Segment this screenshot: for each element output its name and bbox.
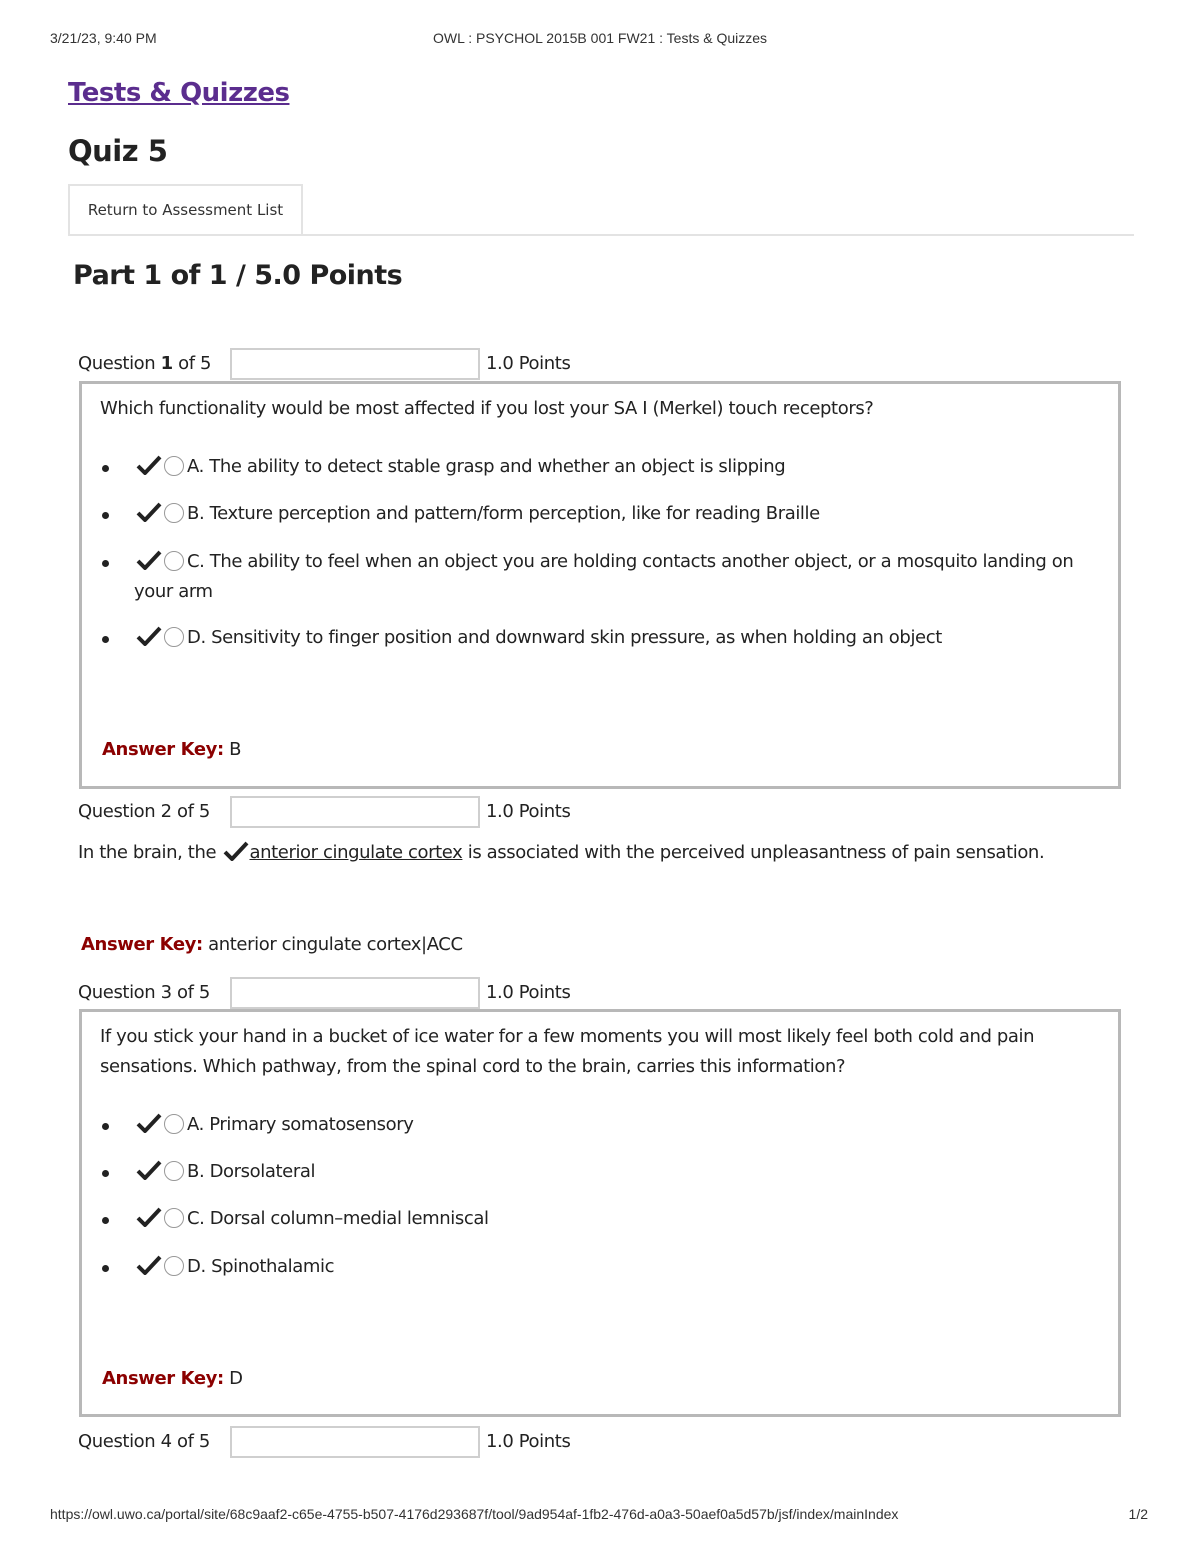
bullet bbox=[102, 465, 109, 472]
choice-item bbox=[102, 1110, 1078, 1140]
choice-text: C. Dorsal column–medial lemniscal bbox=[187, 1208, 489, 1229]
question-header bbox=[78, 1426, 638, 1458]
radio-button-icon[interactable] bbox=[164, 456, 184, 476]
check-icon bbox=[136, 1255, 162, 1275]
radio-button-icon[interactable] bbox=[164, 627, 184, 647]
print-datetime: 3/21/23, 9:40 PM bbox=[50, 30, 157, 46]
question-text: Which functionality would be most affected if you lost your SA I (Merkel) touch receptors? bbox=[100, 398, 874, 419]
check-icon bbox=[136, 626, 162, 646]
question-label: Question 1 of 5 bbox=[78, 353, 212, 374]
choice-item bbox=[102, 1204, 1078, 1234]
radio-button-icon[interactable] bbox=[164, 1161, 184, 1181]
action-tab-bar bbox=[68, 184, 1134, 236]
radio-button-icon[interactable] bbox=[164, 551, 184, 571]
question-label: Question 2 of 5 bbox=[78, 801, 210, 822]
print-page-title: OWL : PSYCHOL 2015B 001 FW21 : Tests & Quizzes bbox=[432, 30, 768, 46]
bullet bbox=[102, 1217, 109, 1224]
radio-button-icon[interactable] bbox=[164, 1114, 184, 1134]
check-icon bbox=[223, 841, 249, 861]
score-input[interactable] bbox=[230, 977, 480, 1009]
score-input[interactable] bbox=[230, 796, 480, 828]
part-title: Part 1 of 1 / 5.0 Points bbox=[73, 260, 403, 291]
question-box bbox=[79, 1009, 1121, 1417]
question-points: 1.0 Points bbox=[486, 1431, 571, 1452]
question-text-before: In the brain, the bbox=[78, 842, 222, 863]
answer-key-label: Answer Key: bbox=[81, 934, 203, 955]
tests-quizzes-link[interactable]: Tests & Quizzes bbox=[68, 78, 290, 108]
bullet bbox=[102, 1123, 109, 1130]
fill-in-blank-text bbox=[78, 838, 1078, 868]
blank-answer: anterior cingulate cortex bbox=[249, 842, 463, 863]
check-icon bbox=[136, 550, 162, 570]
question-points: 1.0 Points bbox=[486, 353, 571, 374]
check-icon bbox=[136, 1160, 162, 1180]
choice-item bbox=[102, 452, 1078, 482]
answer-key-value: anterior cingulate cortex|ACC bbox=[208, 934, 463, 955]
question-points: 1.0 Points bbox=[486, 982, 571, 1003]
check-icon bbox=[136, 1113, 162, 1133]
choice-text: B. Texture perception and pattern/form perception, like for reading Braille bbox=[187, 503, 820, 524]
choice-item bbox=[102, 547, 1078, 607]
question-points: 1.0 Points bbox=[486, 801, 571, 822]
choice-text: C. The ability to feel when an object you are holding contacts another object, or a mosquito landing on your arm bbox=[134, 551, 1074, 602]
score-input[interactable] bbox=[230, 348, 480, 380]
check-icon bbox=[136, 1207, 162, 1227]
bullet bbox=[102, 636, 109, 643]
choice-text: A. The ability to detect stable grasp and whether an object is slipping bbox=[187, 456, 786, 477]
bullet bbox=[102, 1170, 109, 1177]
answer-key-value: B bbox=[229, 739, 242, 760]
bullet bbox=[102, 560, 109, 567]
question-text-after: is associated with the perceived unpleasantness of pain sensation. bbox=[462, 842, 1045, 863]
radio-button-icon[interactable] bbox=[164, 1256, 184, 1276]
choice-text: D. Sensitivity to finger position and downward skin pressure, as when holding an object bbox=[187, 627, 942, 648]
score-input[interactable] bbox=[230, 1426, 480, 1458]
quiz-title: Quiz 5 bbox=[68, 134, 168, 168]
question-label: Question 3 of 5 bbox=[78, 982, 210, 1003]
answer-key-label: Answer Key: bbox=[102, 1368, 224, 1389]
choice-text: D. Spinothalamic bbox=[187, 1256, 335, 1277]
question-header bbox=[78, 348, 638, 380]
answer-key-value: D bbox=[229, 1368, 243, 1389]
answer-key bbox=[81, 934, 463, 955]
choice-item bbox=[102, 623, 1078, 653]
choice-text: B. Dorsolateral bbox=[187, 1161, 316, 1182]
question-header bbox=[78, 796, 638, 828]
bullet bbox=[102, 512, 109, 519]
check-icon bbox=[136, 502, 162, 522]
question-header bbox=[78, 977, 638, 1009]
answer-key-label: Answer Key: bbox=[102, 739, 224, 760]
answer-key bbox=[102, 1368, 243, 1389]
radio-button-icon[interactable] bbox=[164, 1208, 184, 1228]
bullet bbox=[102, 1265, 109, 1272]
radio-button-icon[interactable] bbox=[164, 503, 184, 523]
question-label: Question 4 of 5 bbox=[78, 1431, 210, 1452]
check-icon bbox=[136, 455, 162, 475]
answer-key bbox=[102, 739, 241, 760]
choice-item bbox=[102, 1157, 1078, 1187]
choice-text: A. Primary somatosensory bbox=[187, 1114, 414, 1135]
question-text: If you stick your hand in a bucket of ice water for a few moments you will most likely feel both cold and pain sensations. Which pathway, from the spinal cord to the brain, carries this information? bbox=[100, 1026, 1035, 1077]
choice-item bbox=[102, 499, 1078, 529]
print-url: https://owl.uwo.ca/portal/site/68c9aaf2-c65e-4755-b507-4176d293687f/tool/9ad954af-1fb2-476d-a0a3-50aef0a5d57b/jsf/index/mainIndex bbox=[50, 1506, 899, 1522]
return-to-assessment-list-button[interactable]: Return to Assessment List bbox=[68, 184, 303, 234]
choice-item bbox=[102, 1252, 1078, 1282]
question-box bbox=[79, 381, 1121, 789]
print-page-number: 1/2 bbox=[1128, 1506, 1148, 1522]
